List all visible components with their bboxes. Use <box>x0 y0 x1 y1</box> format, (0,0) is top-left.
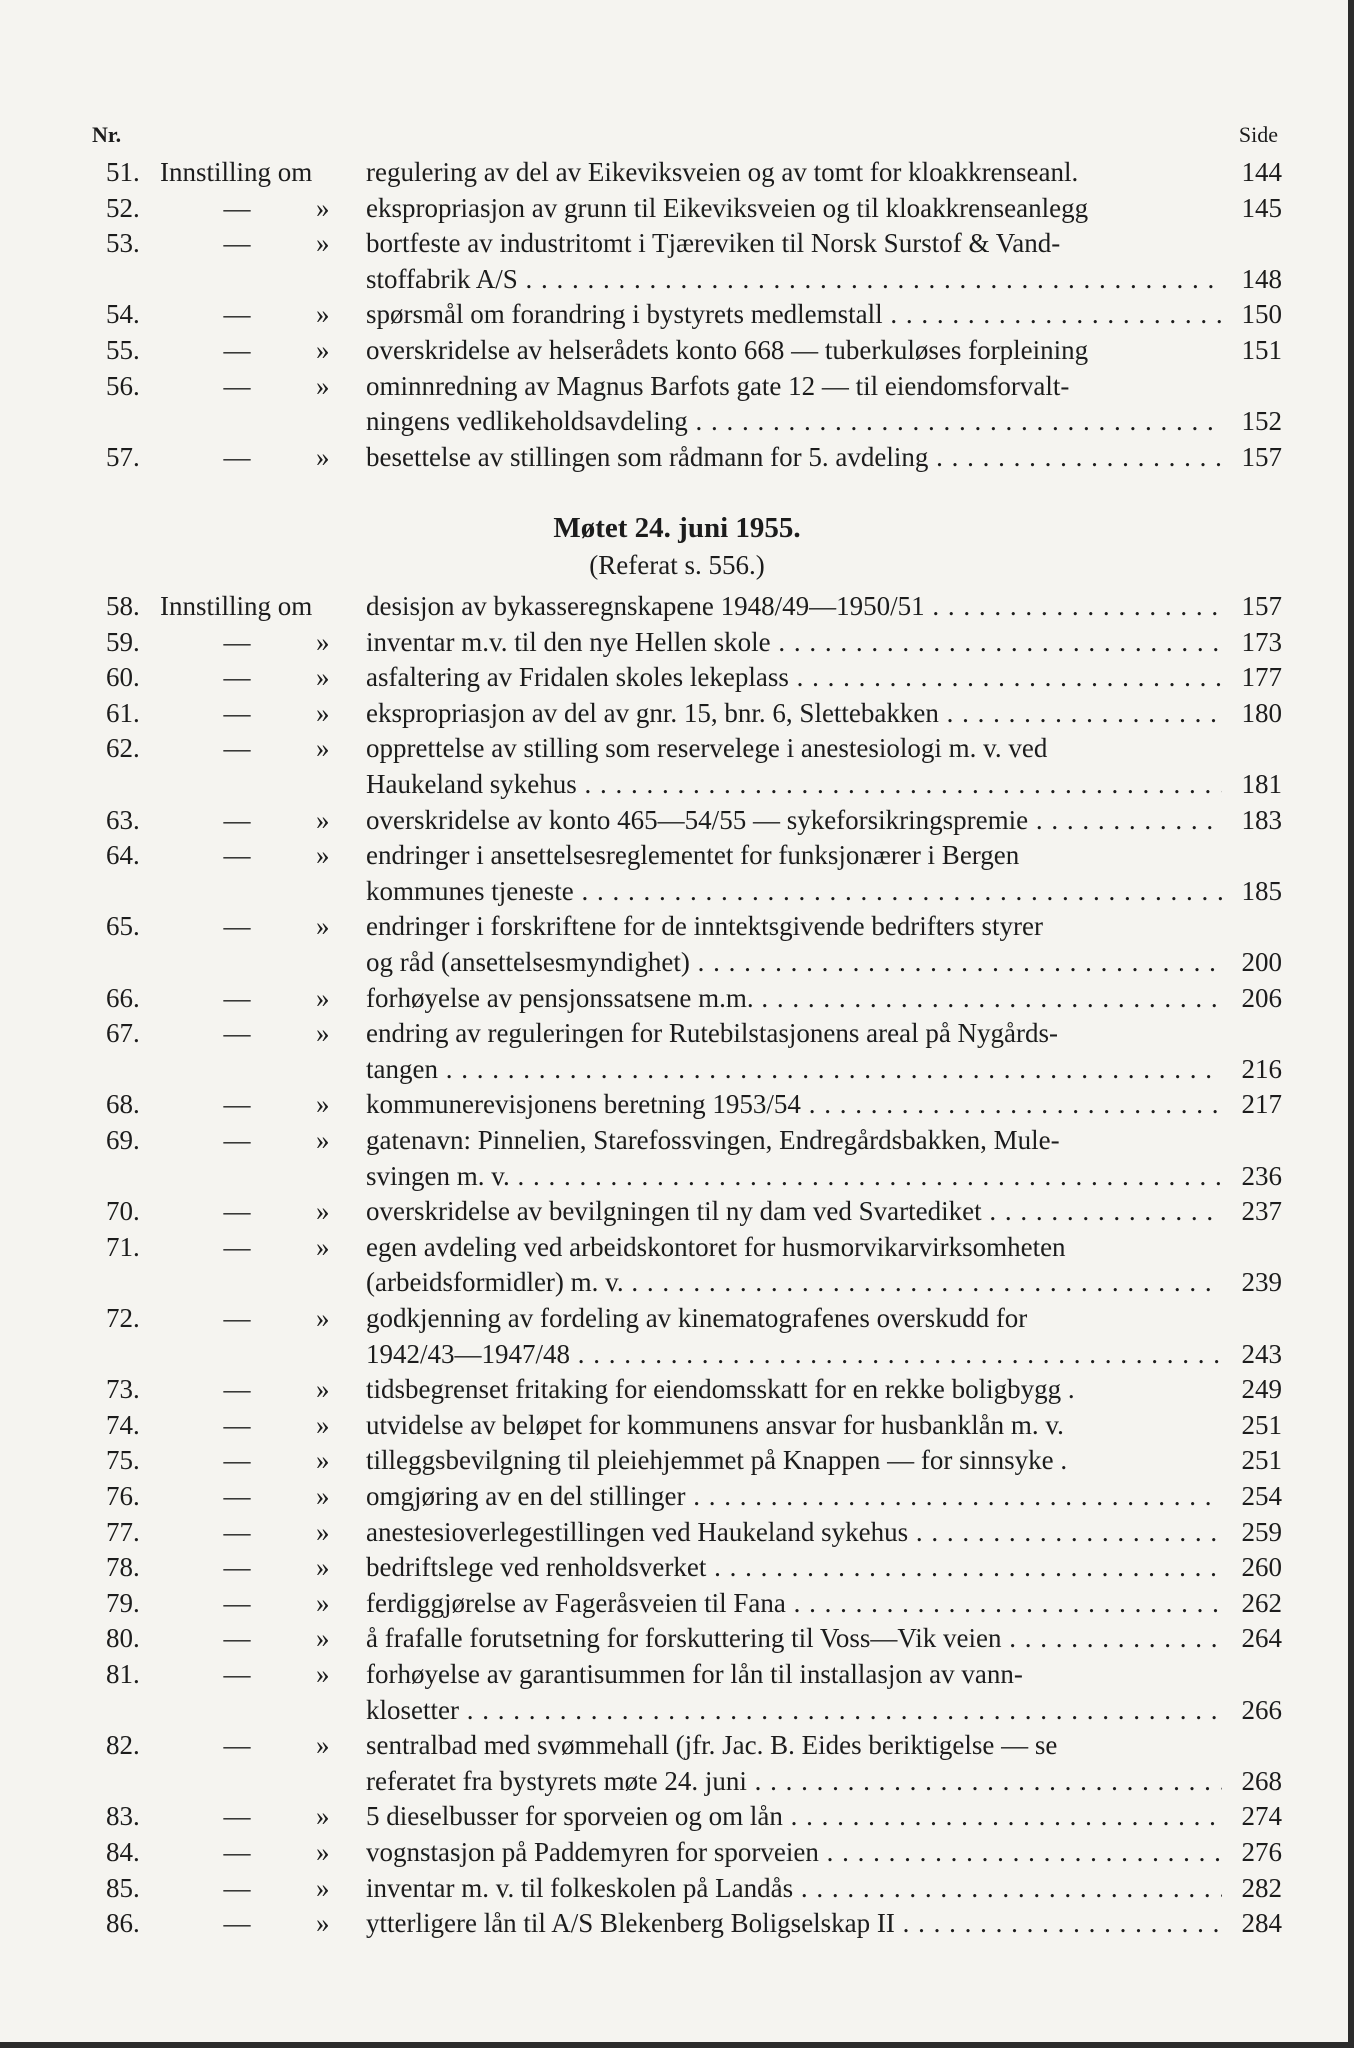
entry-number: 79. <box>106 1587 140 1618</box>
entry-number: 61. <box>106 697 140 728</box>
page-number: 262 <box>1241 1587 1282 1618</box>
toc-entry <box>0 1656 1354 1692</box>
ditto-mark: » <box>316 1374 330 1405</box>
toc-entry <box>0 908 1354 944</box>
entry-text: overskridelse av bevilgningen til ny dam ved Svartediket . . . <box>366 1193 1222 1229</box>
entry-text: spørsmål om forandring i bystyrets medlemstall . . . <box>366 296 1222 332</box>
entry-kind: — <box>223 1730 251 1761</box>
entry-kind: — <box>223 1908 251 1939</box>
entry-kind: — <box>223 1587 251 1618</box>
ditto-mark: » <box>316 1018 330 1049</box>
entry-kind: — <box>223 1837 251 1867</box>
ditto-mark: » <box>316 1481 330 1511</box>
ditto-mark: » <box>316 1872 330 1903</box>
page-number: 251 <box>1241 1445 1282 1476</box>
toc-entry <box>0 1442 1354 1478</box>
entry-number: 75. <box>106 1445 140 1476</box>
entry-number: 57. <box>106 441 140 472</box>
ditto-mark: » <box>316 840 330 871</box>
entry-text: tilleggsbevilgning til pleiehjemmet på Knappen — for sinnsyke . <box>366 1445 1068 1476</box>
page-number: 173 <box>1241 626 1282 657</box>
ditto-mark: » <box>316 335 330 365</box>
entry-kind: — <box>223 1552 251 1583</box>
page-number: 157 <box>1241 441 1282 472</box>
entry-number: 86. <box>106 1908 140 1939</box>
entry-kind: — <box>223 697 251 728</box>
ditto-mark: » <box>316 911 330 942</box>
toc-entry <box>0 588 1354 624</box>
toc-entry <box>0 1763 1354 1799</box>
toc-entry <box>0 1015 1354 1051</box>
entry-text: (arbeidsformidler) m. v. . . . <box>366 1264 1222 1300</box>
ditto-mark: » <box>316 370 330 401</box>
entry-number: 62. <box>106 733 140 764</box>
entry-number: 83. <box>106 1801 140 1832</box>
entry-text: tidsbegrenset fritaking for eiendomsskatt for en rekke boligbygg . <box>366 1374 1075 1405</box>
entry-text: endringer i ansettelsesreglementet for funksjonærer i Bergen <box>366 840 1020 871</box>
entry-text: forhøyelse av garantisummen for lån til installasjon av vann- <box>366 1659 1023 1689</box>
page-number: 200 <box>1241 947 1282 977</box>
entry-kind: — <box>223 1089 251 1120</box>
toc-entry <box>0 1193 1354 1229</box>
toc-entry <box>0 659 1354 695</box>
entry-text: vognstasjon på Paddemyren for sporveien . . . <box>366 1834 1222 1870</box>
ditto-mark: » <box>316 1231 330 1262</box>
entry-text: ytterligere lån til A/S Blekenberg Boligselskap II . . . <box>366 1905 1222 1941</box>
entry-text: forhøyelse av pensjonssatsene m.m. . . . <box>366 980 1222 1016</box>
page-number: 282 <box>1241 1872 1282 1903</box>
page-number: 144 <box>1241 157 1282 187</box>
ditto-mark: » <box>316 1125 330 1155</box>
page-number: 254 <box>1241 1481 1282 1511</box>
entry-kind: — <box>223 1445 251 1476</box>
entry-number: 77. <box>106 1516 140 1547</box>
entry-number: 71. <box>106 1231 140 1262</box>
entry-text: 1942/43—1947/48 . . . <box>366 1336 1222 1372</box>
entry-text: egen avdeling ved arbeidskontoret for husmorvikarvirksomheten <box>366 1231 1066 1262</box>
toc-entry <box>0 368 1354 404</box>
ditto-mark: » <box>316 1516 330 1547</box>
entry-number: 59. <box>106 626 140 657</box>
entry-number: 81. <box>106 1659 140 1689</box>
entry-text: opprettelse av stilling som reservelege i anestesiologi m. v. ved <box>366 733 1048 764</box>
entry-text: overskridelse av konto 465—54/55 — sykeforsikringspremie . . . <box>366 802 1222 838</box>
toc-entry <box>0 439 1354 475</box>
entry-text: sentralbad med svømmehall (jfr. Jac. B. Eides beriktigelse — se <box>366 1730 1058 1761</box>
entry-number: 65. <box>106 911 140 942</box>
entry-kind: — <box>223 228 251 259</box>
toc-entry <box>0 1407 1354 1443</box>
entry-number: 56. <box>106 370 140 401</box>
page-number: 216 <box>1241 1053 1282 1084</box>
entry-text: endring av reguleringen for Rutebilstasjonens areal på Nygårds- <box>366 1018 1059 1049</box>
toc-entry <box>0 873 1354 909</box>
entry-text: kommunes tjeneste . . . <box>366 873 1222 909</box>
toc-entry <box>0 1834 1354 1870</box>
page-number: 151 <box>1241 335 1282 365</box>
entry-number: 80. <box>106 1623 140 1654</box>
ditto-mark: » <box>316 1303 330 1333</box>
page-number: 239 <box>1241 1267 1282 1298</box>
page-number: 236 <box>1241 1160 1282 1191</box>
entry-kind: Innstilling om <box>160 157 313 187</box>
page-number: 260 <box>1241 1552 1282 1583</box>
entry-text: bedriftslege ved renholdsverket . . . <box>366 1549 1222 1585</box>
entry-text: desisjon av bykasseregnskapene 1948/49—1950/51 . . . <box>366 588 1222 624</box>
ditto-mark: » <box>316 1587 330 1618</box>
column-header-nr: Nr. <box>92 122 122 147</box>
entry-kind: — <box>223 626 251 657</box>
page-number: 217 <box>1241 1089 1282 1120</box>
page-edge-right <box>1348 0 1354 2048</box>
entry-kind: — <box>223 911 251 942</box>
toc-entry <box>0 1051 1354 1087</box>
entry-number: 84. <box>106 1837 140 1867</box>
toc-entry <box>0 980 1354 1016</box>
entry-kind: — <box>223 1374 251 1405</box>
entry-kind: — <box>223 804 251 835</box>
page-number: 268 <box>1241 1765 1282 1796</box>
entry-text: ekspropriasjon av grunn til Eikeviksveien og til kloakkrenseanlegg <box>366 192 1089 223</box>
ditto-mark: » <box>316 804 330 835</box>
page-number: 259 <box>1241 1516 1282 1547</box>
entry-text: utvidelse av beløpet for kommunens ansvar for husbanklån m. v. <box>366 1409 1064 1440</box>
entry-kind: — <box>223 1196 251 1227</box>
page-number: 243 <box>1241 1338 1282 1369</box>
entry-text: å frafalle forutsetning for forskuttering til Voss—Vik veien . . . <box>366 1620 1222 1656</box>
entry-kind: Innstilling om <box>160 591 313 621</box>
ditto-mark: » <box>316 1089 330 1120</box>
ditto-mark: » <box>316 228 330 259</box>
ditto-mark: » <box>316 441 330 472</box>
page-number: 284 <box>1241 1908 1282 1939</box>
toc-entry <box>0 296 1354 332</box>
page-number: 157 <box>1241 591 1282 621</box>
entry-number: 52. <box>106 192 140 223</box>
entry-number: 68. <box>106 1089 140 1120</box>
entry-text: kommunerevisjonens beretning 1953/54 . . . <box>366 1086 1222 1122</box>
toc-entry <box>0 695 1354 731</box>
entry-kind: — <box>223 1801 251 1832</box>
entry-number: 72. <box>106 1303 140 1333</box>
ditto-mark: » <box>316 1445 330 1476</box>
entry-number: 74. <box>106 1409 140 1440</box>
entry-text: gatenavn: Pinnelien, Starefossvingen, Endregårdsbakken, Mule- <box>366 1125 1060 1155</box>
entry-kind: — <box>223 733 251 764</box>
toc-entry <box>0 1585 1354 1621</box>
ditto-mark: » <box>316 1730 330 1761</box>
toc-entry <box>0 1478 1354 1514</box>
entry-number: 63. <box>106 804 140 835</box>
entry-text: inventar m.v. til den nye Hellen skole . . . <box>366 624 1222 660</box>
toc-entry <box>0 154 1354 190</box>
entry-text: bortfeste av industritomt i Tjæreviken til Norsk Surstof & Vand- <box>366 228 1061 259</box>
page-number: 177 <box>1241 662 1282 693</box>
entry-number: 54. <box>106 299 140 330</box>
toc-entry <box>0 403 1354 439</box>
entry-text: svingen m. v. . . . <box>366 1158 1222 1194</box>
entry-number: 51. <box>106 157 140 187</box>
entry-number: 66. <box>106 982 140 1013</box>
entry-kind: — <box>223 1303 251 1333</box>
entry-kind: — <box>223 1231 251 1262</box>
page-number: 185 <box>1241 875 1282 906</box>
entry-kind: — <box>223 982 251 1013</box>
entry-text: tangen . . . <box>366 1051 1222 1087</box>
ditto-mark: » <box>316 1837 330 1867</box>
toc-entry <box>0 1692 1354 1728</box>
meeting-title: Møtet 24. juni 1955. <box>553 512 801 544</box>
entry-number: 53. <box>106 228 140 259</box>
column-header-side: Side <box>1238 122 1278 147</box>
entry-text: omgjøring av en del stillinger . . . <box>366 1478 1222 1514</box>
entry-text: referatet fra bystyrets møte 24. juni . . . <box>366 1763 1222 1799</box>
toc-entry <box>0 190 1354 226</box>
page-number: 145 <box>1241 192 1282 223</box>
entry-kind: — <box>223 1659 251 1689</box>
toc-entry <box>0 1549 1354 1585</box>
page-number: 274 <box>1241 1801 1282 1832</box>
entry-kind: — <box>223 1872 251 1903</box>
toc-entry <box>0 1727 1354 1763</box>
toc-entry <box>0 332 1354 368</box>
entry-kind: — <box>223 1623 251 1654</box>
page-number: 150 <box>1241 299 1282 330</box>
toc-entry <box>0 1264 1354 1300</box>
entry-kind: — <box>223 1516 251 1547</box>
entry-kind: — <box>223 370 251 401</box>
page-number: 206 <box>1241 982 1282 1013</box>
toc-entry <box>0 1371 1354 1407</box>
ditto-mark: » <box>316 1409 330 1440</box>
entry-text: inventar m. v. til folkeskolen på Landås . . . <box>366 1870 1222 1906</box>
entry-text: Haukeland sykehus . . . <box>366 766 1222 802</box>
entry-text: endringer i forskriftene for de inntektsgivende bedrifters styrer <box>366 911 1044 942</box>
page-number: 180 <box>1241 697 1282 728</box>
entry-kind: — <box>223 299 251 330</box>
entry-text: ekspropriasjon av del av gnr. 15, bnr. 6, Slettebakken . . . <box>366 695 1222 731</box>
toc-entry <box>0 1905 1354 1941</box>
ditto-mark: » <box>316 192 330 223</box>
page-number: 152 <box>1241 406 1282 437</box>
entry-number: 55. <box>106 335 140 365</box>
toc-entry <box>0 624 1354 660</box>
entry-kind: — <box>223 1125 251 1155</box>
page-edge-bottom <box>0 2042 1354 2048</box>
page-number: 264 <box>1241 1623 1282 1654</box>
entry-text: godkjenning av fordeling av kinematografenes overskudd for <box>366 1303 1028 1333</box>
ditto-mark: » <box>316 1552 330 1583</box>
ditto-mark: » <box>316 1801 330 1832</box>
entry-number: 60. <box>106 662 140 693</box>
entry-number: 85. <box>106 1872 140 1903</box>
page-number: 148 <box>1241 263 1282 294</box>
toc-entry <box>0 766 1354 802</box>
ditto-mark: » <box>316 1908 330 1939</box>
entry-number: 70. <box>106 1196 140 1227</box>
ditto-mark: » <box>316 1659 330 1689</box>
entry-text: 5 dieselbusser for sporveien og om lån . . . <box>366 1798 1222 1834</box>
toc-entry <box>0 944 1354 980</box>
toc-entry <box>0 1514 1354 1550</box>
entry-number: 73. <box>106 1374 140 1405</box>
entry-text: stoffabrik A/S . . . <box>366 261 1222 297</box>
entry-text: ningens vedlikeholdsavdeling . . . <box>366 403 1222 439</box>
toc-entry <box>0 730 1354 766</box>
page-number: 183 <box>1241 804 1282 835</box>
entry-text: ominnredning av Magnus Barfots gate 12 — til eiendomsforvalt- <box>366 370 1070 401</box>
ditto-mark: » <box>316 1196 330 1227</box>
toc-entry <box>0 261 1354 297</box>
entry-number: 82. <box>106 1730 140 1761</box>
toc-entry <box>0 1300 1354 1336</box>
ditto-mark: » <box>316 299 330 330</box>
entry-number: 67. <box>106 1018 140 1049</box>
toc-entry <box>0 1620 1354 1656</box>
entry-number: 64. <box>106 840 140 871</box>
toc-entry <box>0 1158 1354 1194</box>
ditto-mark: » <box>316 626 330 657</box>
entry-number: 78. <box>106 1552 140 1583</box>
entry-number: 58. <box>106 591 140 621</box>
entry-text: overskridelse av helserådets konto 668 — tuberkuløses forpleining <box>366 335 1089 365</box>
entry-kind: — <box>223 840 251 871</box>
entry-text: regulering av del av Eikeviksveien og av tomt for kloakkrenseanl. <box>366 157 1079 187</box>
entry-text: ferdiggjørelse av Fageråsveien til Fana . . . <box>366 1585 1222 1621</box>
toc-entry <box>0 1229 1354 1265</box>
entry-number: 76. <box>106 1481 140 1511</box>
entry-kind: — <box>223 192 251 223</box>
toc-entry <box>0 225 1354 261</box>
meeting-subtitle: (Referat s. 556.) <box>589 550 765 580</box>
page-number: 251 <box>1241 1409 1282 1440</box>
ditto-mark: » <box>316 1623 330 1654</box>
entry-kind: — <box>223 1409 251 1440</box>
toc-entry <box>0 1336 1354 1372</box>
toc-entry <box>0 837 1354 873</box>
entry-kind: — <box>223 1481 251 1511</box>
entry-text: og råd (ansettelsesmyndighet) . . . <box>366 944 1222 980</box>
entry-kind: — <box>223 335 251 365</box>
entry-kind: — <box>223 1018 251 1049</box>
entry-text: klosetter . . . <box>366 1692 1222 1728</box>
toc-entry <box>0 802 1354 838</box>
ditto-mark: » <box>316 733 330 764</box>
toc-entry <box>0 1798 1354 1834</box>
toc-entry <box>0 1122 1354 1158</box>
toc-entry <box>0 1086 1354 1122</box>
entry-kind: — <box>223 441 251 472</box>
entry-text: besettelse av stillingen som rådmann for 5. avdeling . . . <box>366 439 1222 475</box>
entry-text: anestesioverlegestillingen ved Haukeland sykehus . . . <box>366 1514 1222 1550</box>
toc-entry <box>0 1870 1354 1906</box>
ditto-mark: » <box>316 982 330 1013</box>
ditto-mark: » <box>316 697 330 728</box>
entry-number: 69. <box>106 1125 140 1155</box>
entry-kind: — <box>223 662 251 693</box>
ditto-mark: » <box>316 662 330 693</box>
entry-text: asfaltering av Fridalen skoles lekeplass . . . <box>366 659 1222 695</box>
page-number: 249 <box>1241 1374 1282 1405</box>
page-number: 181 <box>1241 769 1282 799</box>
page-number: 237 <box>1241 1196 1282 1227</box>
page-number: 276 <box>1241 1837 1282 1867</box>
page-number: 266 <box>1241 1694 1282 1725</box>
